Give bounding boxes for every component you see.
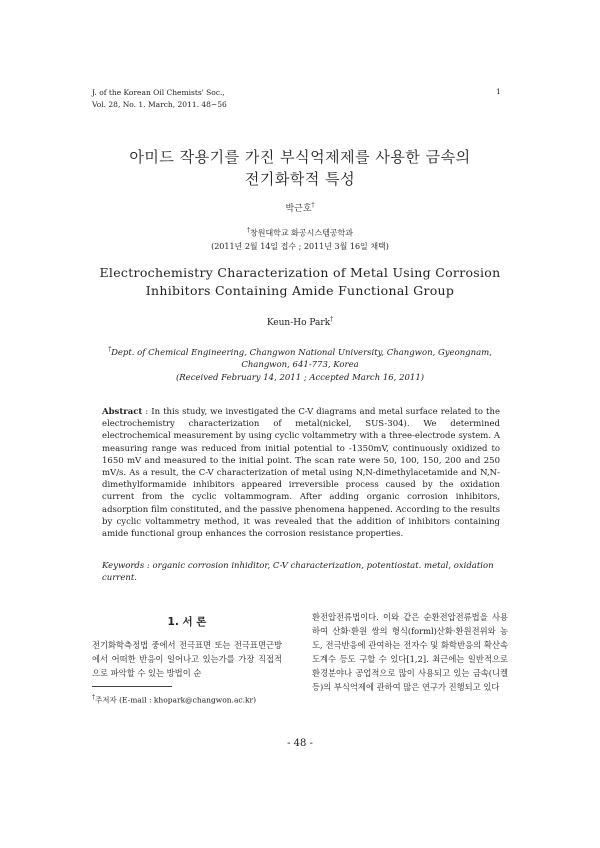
english-title-line2: Inhibitors Containing Amide Functional Group: [145, 283, 455, 298]
english-affiliation-line1: Dept. of Chemical Engineering, Changwon National University, Changwon, Gyeongnam,: [111, 347, 492, 358]
footnote-divider: [92, 686, 172, 687]
journal-reference-line2: Vol. 28, No. 1. March, 2011. 48~56: [92, 100, 227, 109]
page-number: - 48 -: [287, 738, 313, 749]
footnote: [92, 694, 256, 706]
english-affiliation: [0, 344, 600, 384]
english-affiliation-mark: †: [108, 346, 112, 353]
english-affiliation-line2: Changwon, 641-773, Korea: [241, 360, 359, 371]
english-title-line1: Electrochemistry Characterization of Metal Using Corrosion: [99, 265, 501, 280]
korean-title-line2: 전기화학적 특성: [244, 170, 356, 188]
journal-reference-line1: J. of the Korean Oil Chemists' Soc.,: [92, 88, 225, 97]
body-left-column: 전기화학측정법 중에서 전극표면 또는 전극표면근방에서 어떠한 반응이 일어나고 있는가를 가장 직접적으로 파악할 수 있는 방법이 순: [92, 640, 282, 678]
english-author: [0, 316, 600, 328]
abstract: [102, 406, 500, 540]
korean-received-dates: (2011년 2월 14일 접수 ; 2011년 3월 16일 채택): [211, 241, 389, 251]
abstract-text: In this study, we investigated the C-V diagrams and metal surface related to the electrochemistry characterization of metal(nickel, SUS-304). We determined electrochemical measurement by using cyclic voltammetry with a three-electrode system. A measuring range was reduced from initial potential to -1350mV, continuously oxidized to 1650 mV and measured to the initial point. The scan rate were 50, 100, 150, 200 and 250 mV/s. As a result, the C-V characterization of metal using N,N-dimethylacetamide and N,N-dimethylformamide inhibitors appeared irreversible process caused by the oxidation current from the cyclic voltammogram. After adding organic corrosion inhibitors, adsorption film constituted, and the passive phenomena happened. According to the results by cyclic voltammetry method, it was revealed that the addition of inhibitors containing amide functional group enhances the corrosion resistance properties.: [102, 407, 500, 540]
korean-affiliation: [0, 224, 600, 253]
english-title: [0, 264, 600, 300]
journal-reference: [92, 87, 227, 111]
korean-author: [0, 201, 600, 214]
korean-author-mark: †: [311, 202, 315, 209]
top-page-number: 1: [496, 87, 501, 96]
footnote-mark: †: [92, 694, 95, 701]
keywords: [102, 560, 500, 584]
section-heading-introduction: 1. 서 론: [167, 616, 207, 628]
english-author-mark: †: [330, 316, 334, 323]
korean-affiliation-mark: †: [246, 227, 250, 234]
english-received-dates: (Received February 14, 2011 ; Accepted March 16, 2011): [175, 372, 425, 383]
english-author-name: Keun-Ho Park: [266, 318, 331, 328]
korean-title-line1: 아미드 작용기를 가진 부식억제제를 사용한 금속의: [129, 148, 471, 166]
body-right-column: 환전압전류법이다. 이와 같은 순환전압전류법을 사용하여 산화·환원 쌍의 형식(forml)산화·환원전위와 농도, 전극반응에 관여하는 전자수 및 화학반응의 확산속도계수 등도 구할 수 있다[1,2]. 최근에는 일반적으로 환경분야나 공업적으로 많이 사용되고 있는 금속(니켈 등)의 부식억제에 관하여 많은 연구가 진행되고 있다: [312, 612, 508, 692]
keywords-text: organic corrosion inhiditor, C-V characterization, potentiostat. metal, oxidation current.: [102, 561, 494, 583]
abstract-separator: :: [142, 407, 152, 417]
abstract-label: Abstract: [102, 407, 143, 417]
keywords-label: Keywords :: [102, 561, 150, 571]
korean-title: [0, 146, 600, 190]
korean-affiliation-line1: 창원대학교 화공시스템공학과: [249, 228, 353, 238]
footnote-text: 주저자 (E-mail : khopark@changwon.ac.kr): [95, 695, 257, 705]
korean-author-name: 박근호: [285, 204, 312, 214]
